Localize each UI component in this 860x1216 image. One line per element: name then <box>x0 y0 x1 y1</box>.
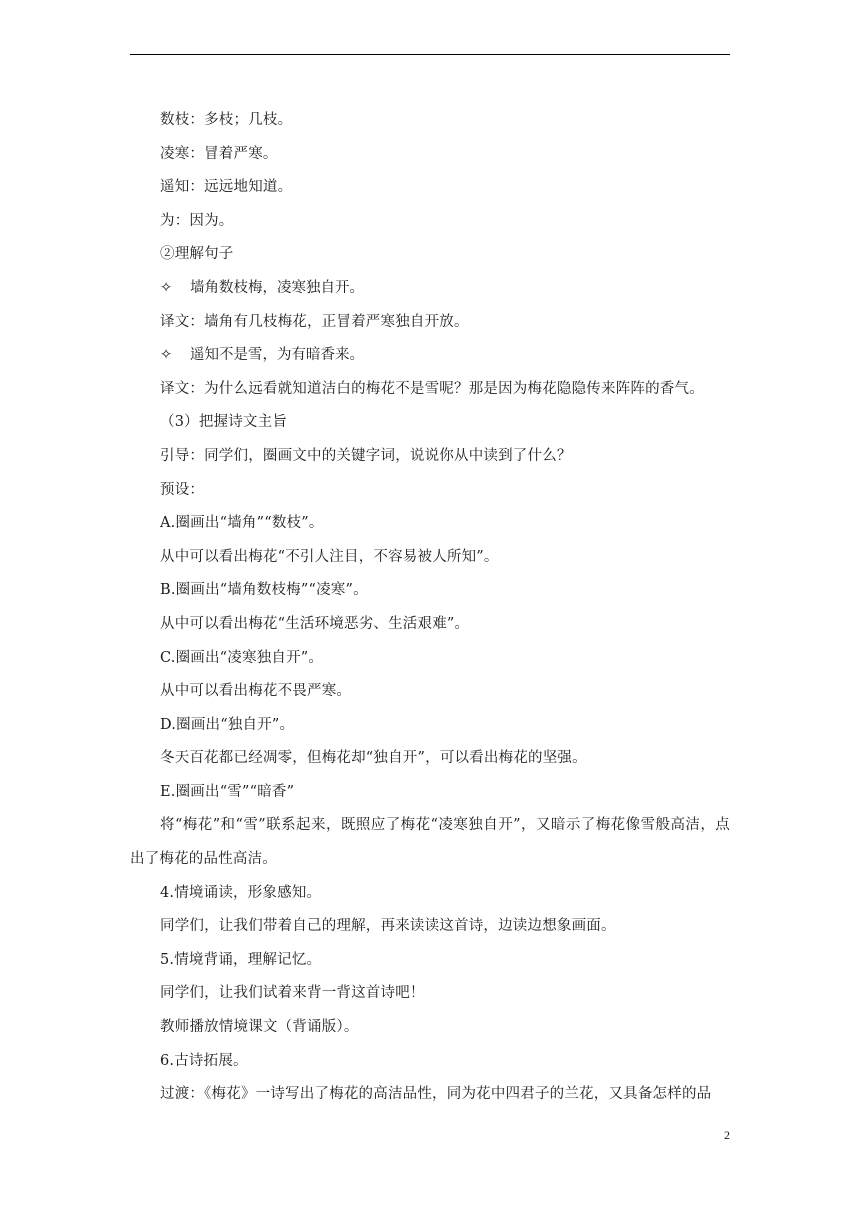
text-line: 教师播放情境课文（背诵版）。 <box>160 1019 359 1036</box>
poem-text: 遥知不是雪，为有暗香来。 <box>190 347 364 364</box>
text-line: 凌寒：冒着严寒。 <box>160 145 278 162</box>
text-line: 遥知：远远地知道。 <box>160 179 293 196</box>
text-line: 冬天百花都已经凋零，但梅花却“独自开”，可以看出梅花的坚强。 <box>160 750 587 767</box>
list-item: C.圈画出“凌寒独自开”。 <box>160 649 324 666</box>
text-line: 预设： <box>160 481 205 498</box>
section-heading: 6.古诗拓展。 <box>160 1052 248 1069</box>
section-heading: 5.情境背诵，理解记忆。 <box>160 951 322 968</box>
translation-line: 译文：墙角有几枝梅花，正冒着严寒独自开放。 <box>160 313 469 330</box>
list-item: B.圈画出“墙角数枝梅”“凌寒”。 <box>160 582 368 599</box>
text-line: 数枝：多枝；几枝。 <box>160 112 293 128</box>
poem-text: 墙角数枝梅，凌寒独自开。 <box>190 279 364 296</box>
paragraph: 将“梅花”和“雪”联系起来，既照应了梅花“凌寒独自开”，又暗示了梅花像雪般高洁，点出了梅花的品性高洁。 <box>130 817 730 868</box>
text-line: 从中可以看出梅花不畏严寒。 <box>160 683 352 700</box>
diamond-bullet-icon: ✧ <box>160 347 173 364</box>
text-line: 同学们，让我们带着自己的理解，再来读读这首诗，边读边想象画面。 <box>160 918 616 935</box>
diamond-bullet-icon: ✧ <box>160 279 173 296</box>
section-heading: 4.情境诵读，形象感知。 <box>160 884 322 901</box>
text-line: 同学们，让我们试着来背一背这首诗吧！ <box>160 985 425 1002</box>
text-line: 过渡：《梅花》一诗写出了梅花的高洁品性，同为花中四君子的兰花，又具备怎样的品 <box>160 1086 712 1103</box>
section-heading: （3）把握诗文主旨 <box>160 414 288 431</box>
poem-line <box>130 339 730 373</box>
list-item: D.圈画出“独自开”。 <box>160 716 295 733</box>
header-rule <box>130 54 730 55</box>
page-number: 2 <box>724 1128 730 1142</box>
text-line: 为：因为。 <box>160 212 234 229</box>
document-body <box>130 104 730 1112</box>
section-heading: ②理解句子 <box>160 246 234 263</box>
text-line: 引导：同学们，圈画文中的关键字词，说说你从中读到了什么？ <box>160 447 572 464</box>
translation-line: 译文：为什么远看就知道洁白的梅花不是雪呢？那是因为梅花隐隐传来阵阵的香气。 <box>160 380 704 397</box>
text-line: 从中可以看出梅花“生活环境恶劣、生活艰难”。 <box>160 615 470 632</box>
list-item: A.圈画出“墙角”“数枝”。 <box>160 515 324 532</box>
text-line: 从中可以看出梅花“不引人注目，不容易被人所知”。 <box>160 548 499 565</box>
list-item: E.圈画出“雪”“暗香” <box>160 783 295 800</box>
poem-line <box>130 272 730 306</box>
